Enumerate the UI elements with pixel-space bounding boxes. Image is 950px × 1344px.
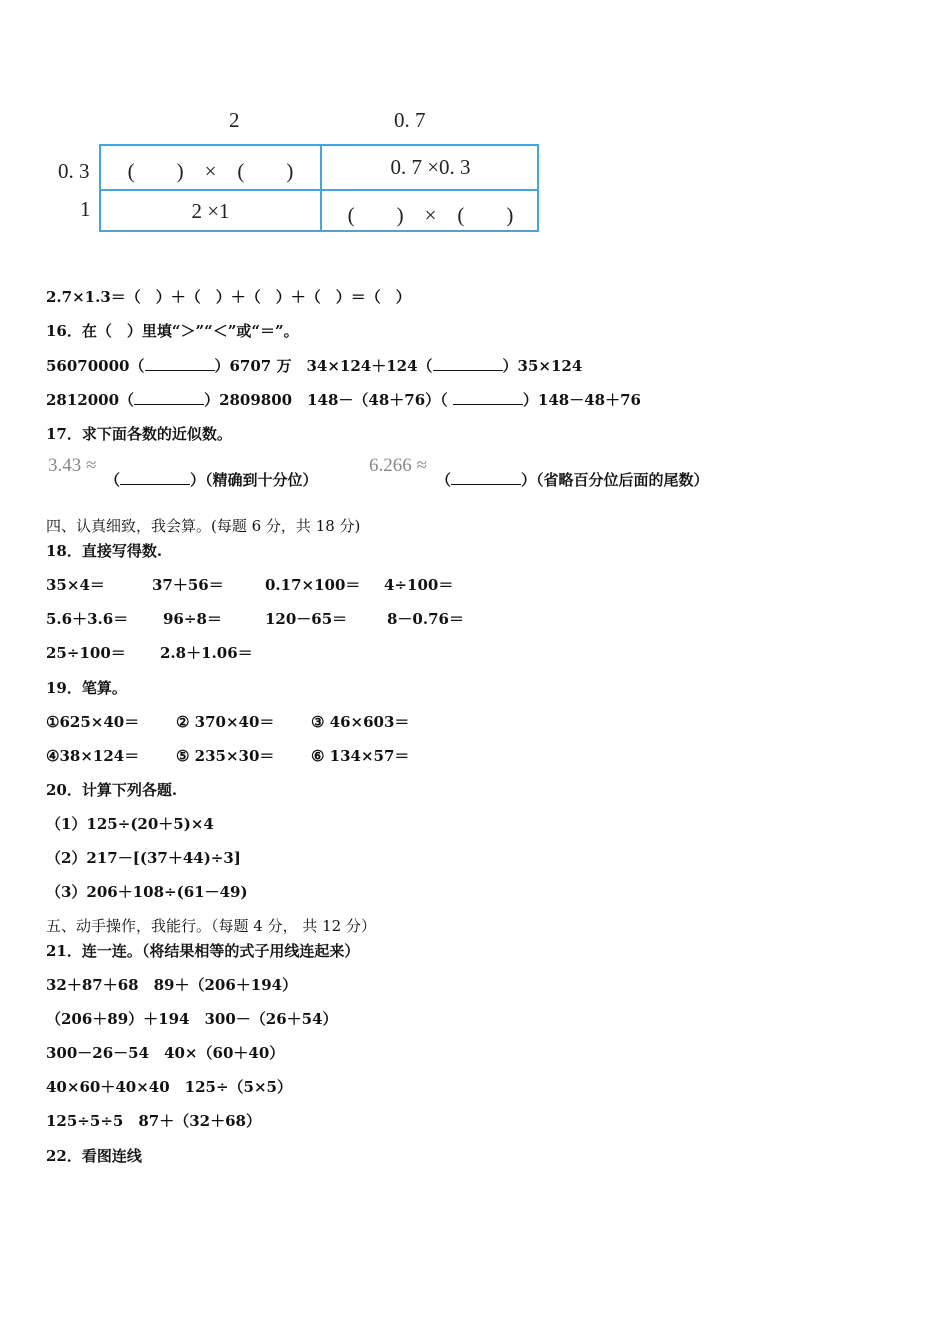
answer-blank[interactable]: [145, 356, 215, 371]
figure-top-label-left: 2: [229, 108, 240, 132]
q18-item: 25÷100＝: [46, 644, 126, 662]
q20-item: （2）217－[(37＋44)÷3]: [46, 849, 241, 867]
q18-item: 2.8＋1.06＝: [160, 644, 253, 662]
q16-row1-part-b: ）6707 万 34×124＋124（: [214, 357, 433, 375]
q19-title: 19．笔算。: [46, 679, 127, 697]
area-model-grid: [99, 144, 539, 232]
figure-top-label-right: 0. 7: [394, 108, 426, 132]
q18-item: 5.6＋3.6＝: [46, 610, 129, 628]
q17-answer-1: [105, 469, 318, 490]
q22-title: 22．看图连线: [46, 1147, 142, 1165]
q19-item: ② 370×40＝: [176, 713, 275, 731]
answer-blank[interactable]: [120, 470, 190, 485]
q17-open-paren-1: （: [105, 471, 121, 489]
q18-item: 96÷8＝: [163, 610, 222, 628]
q16-row1-part-a: 56070000（: [46, 357, 145, 375]
figure-side-label-top: 0. 3: [58, 159, 90, 183]
q21-title: 21．连一连。（将结果相等的式子用线连起来）: [46, 942, 360, 960]
q16-title: 16．在（ ）里填“＞”“＜”或“＝”。: [46, 322, 299, 340]
answer-blank[interactable]: [433, 356, 503, 371]
grid-cell-top-right: 0. 7 ×0. 3: [390, 155, 471, 179]
q17-open-paren-2: （: [436, 471, 452, 489]
q20-title: 20．计算下列各题.: [46, 781, 178, 799]
q21-line: 40×60＋40×40 125÷（5×5）: [46, 1078, 292, 1096]
answer-blank[interactable]: [134, 390, 204, 405]
q21-line: 32＋87＋68 89＋（206＋194）: [46, 976, 298, 994]
q19-item: ⑥ 134×57＝: [311, 747, 410, 765]
q17-note-1: ）（精确到十分位）: [190, 471, 318, 489]
q18-item: 0.17×100＝: [265, 576, 361, 594]
q18-item: 8－0.76＝: [387, 610, 464, 628]
answer-blank[interactable]: [453, 390, 523, 405]
q19-item: ③ 46×603＝: [311, 713, 410, 731]
q19-item: ⑤ 235×30＝: [176, 747, 275, 765]
q19-item: ④38×124＝: [46, 747, 140, 765]
q15-expression: 2.7×1.3＝（ ）＋（ ）＋（ ）＋（ ）＝（ ）: [46, 288, 411, 306]
q18-item: 4÷100＝: [384, 576, 454, 594]
grid-cell-bottom-right: ( ) × ( ): [347, 203, 514, 227]
q16-row2-part-b: ）2809800 148－（48＋76）（: [204, 391, 453, 409]
grid-cell-top-left: ( ) × ( ): [127, 159, 294, 183]
q21-line: （206＋89）＋194 300－（26＋54）: [46, 1010, 338, 1028]
q17-answer-2: [436, 469, 709, 490]
q18-item: 37＋56＝: [152, 576, 224, 594]
q17-number-2: 6.266 ≈: [369, 455, 427, 476]
figure-side-label-bottom: 1: [80, 197, 91, 221]
q21-line: 125÷5÷5 87＋（32＋68）: [46, 1112, 261, 1130]
q16-row1-part-c: ）35×124: [502, 357, 583, 375]
q17-note-2: ）（省略百分位后面的尾数）: [521, 471, 709, 489]
q16-row2-part-c: ）148－48＋76: [522, 391, 641, 409]
grid-cell-bottom-left: 2 ×1: [191, 199, 230, 223]
q19-item: ①625×40＝: [46, 713, 140, 731]
grid-divider-horizontal: [101, 189, 537, 191]
q16-row2-part-a: 2812000（: [46, 391, 135, 409]
q17-number-1: 3.43 ≈: [48, 455, 97, 476]
q16-row-1: [46, 355, 582, 376]
section-5-heading: 五、动手操作，我能行。（每题 4 分， 共 12 分）: [46, 917, 376, 935]
q18-item: 35×4＝: [46, 576, 105, 594]
q20-item: （1）125÷(20＋5)×4: [46, 815, 214, 833]
q18-item: 120－65＝: [265, 610, 348, 628]
q17-title: 17．求下面各数的近似数。: [46, 425, 232, 443]
q18-title: 18．直接写得数.: [46, 542, 163, 560]
answer-blank[interactable]: [451, 470, 521, 485]
section-4-heading: 四、认真细致，我会算。(每题 6 分，共 18 分): [46, 517, 361, 535]
q20-item: （3）206＋108÷(61－49): [46, 883, 248, 901]
q21-line: 300－26－54 40×（60＋40）: [46, 1044, 285, 1062]
q16-row-2: [46, 389, 641, 410]
